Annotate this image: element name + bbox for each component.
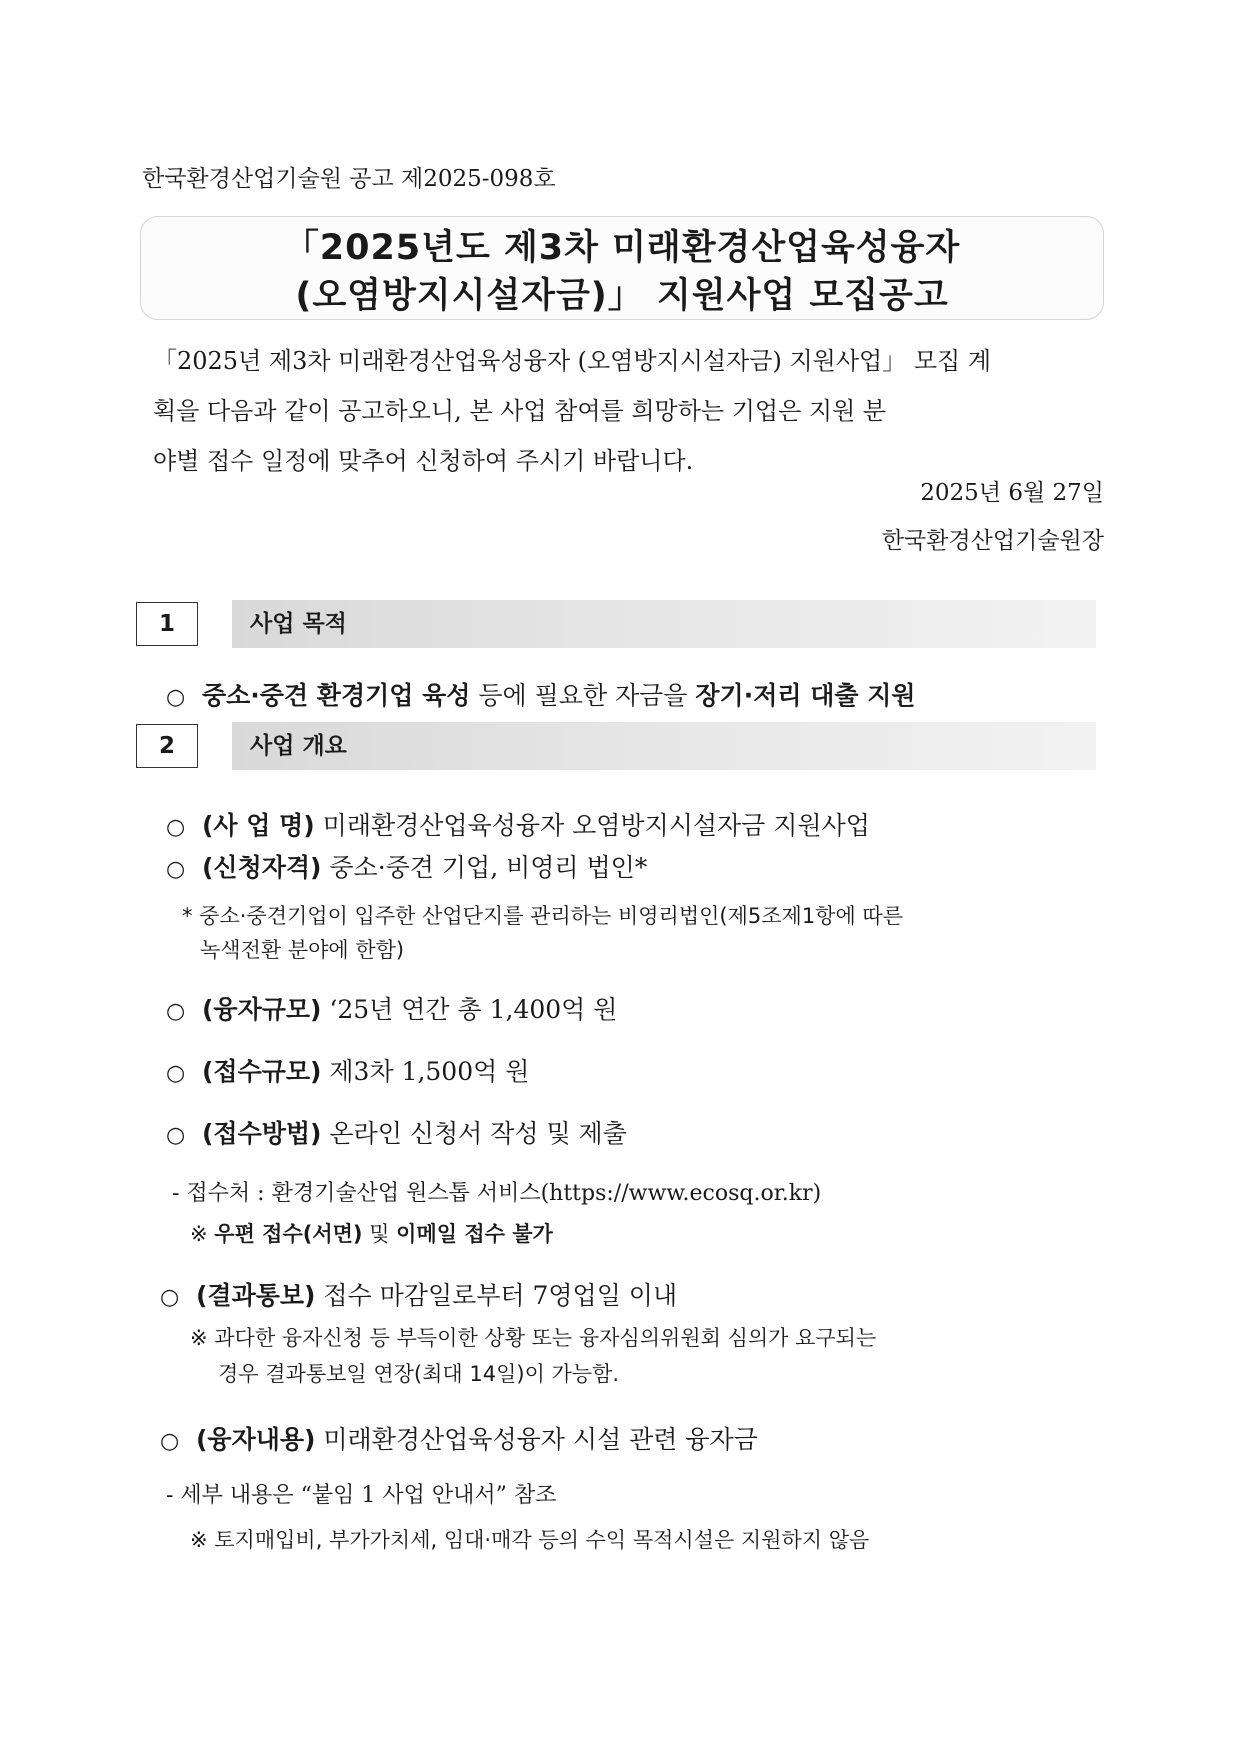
notice-number: 한국환경산업기술원 공고 제2025-098호 <box>142 166 556 192</box>
title-line-1: 「2025년도 제3차 미래환경산업육성융자 <box>283 228 961 268</box>
intro-line-1: 「2025년 제3차 미래환경산업육성융자 (오염방지시설자금) 지원사업」 모집 계 <box>153 347 991 375</box>
issuer-name: 한국환경산업기술원장 <box>881 528 1104 554</box>
section-1-purpose: ○ 중소·중견 환경기업 육성 등에 필요한 자금을 장기·저리 대출 지원 <box>166 681 916 710</box>
result-note-2: 경우 결과통보일 연장(최대 14일)이 가능함. <box>218 1362 620 1386</box>
reception-method-detail: - 접수처 : 환경기술산업 원스톱 서비스(https://www.ecosq.or.kr) <box>172 1181 822 1206</box>
section-2-title: 사업 개요 <box>250 733 347 759</box>
section-2-bar <box>232 722 1096 770</box>
eligibility-note-2: 녹색전환 분야에 한함) <box>200 938 405 962</box>
item-reception-method: ○ (접수방법) 온라인 신청서 작성 및 제출 <box>166 1119 627 1148</box>
reception-method-note: ※ 우편 접수(서면) 및 이메일 접수 불가 <box>190 1222 553 1246</box>
item-loan-content: ○ (융자내용) 미래환경산업육성융자 시설 관련 융자금 <box>160 1425 758 1454</box>
section-2-number: 2 <box>136 724 198 768</box>
title-line-2: (오염방지시설자금)」 지원사업 모집공고 <box>295 276 949 316</box>
item-loan-scale: ○ (융자규모) ‘25년 연간 총 1,400억 원 <box>166 995 618 1024</box>
item-result-notice: ○ (결과통보) 접수 마감일로부터 7영업일 이내 <box>160 1281 678 1310</box>
notice-date: 2025년 6월 27일 <box>920 480 1104 506</box>
section-1-bar <box>232 600 1096 648</box>
eligibility-note-1: * 중소·중견기업이 입주한 산업단지를 관리하는 비영리법인(제5조제1항에 따른 <box>182 904 904 928</box>
result-note-1: ※ 과다한 융자신청 등 부득이한 상황 또는 융자심의위원회 심의가 요구되는 <box>190 1326 877 1350</box>
section-1-title: 사업 목적 <box>250 611 347 637</box>
section-1-number: 1 <box>136 602 198 646</box>
loan-content-detail: - 세부 내용은 “붙임 1 사업 안내서” 참조 <box>166 1483 557 1508</box>
item-eligibility: ○ (신청자격) 중소·중견 기업, 비영리 법인* <box>166 853 648 882</box>
item-project-name: ○ (사 업 명) 미래환경산업육성융자 오염방지시설자금 지원사업 <box>166 811 870 840</box>
intro-line-2: 획을 다음과 같이 공고하오니, 본 사업 참여를 희망하는 기업은 지원 분 <box>153 397 887 425</box>
item-reception-scale: ○ (접수규모) 제3차 1,500억 원 <box>166 1057 530 1086</box>
loan-content-note: ※ 토지매입비, 부가가치세, 임대·매각 등의 수익 목적시설은 지원하지 않음 <box>190 1528 870 1552</box>
bullet-circle: ○ <box>166 685 186 710</box>
intro-paragraph <box>153 336 1103 486</box>
intro-line-3: 야별 접수 일정에 맞추어 신청하여 주시기 바랍니다. <box>153 447 694 475</box>
